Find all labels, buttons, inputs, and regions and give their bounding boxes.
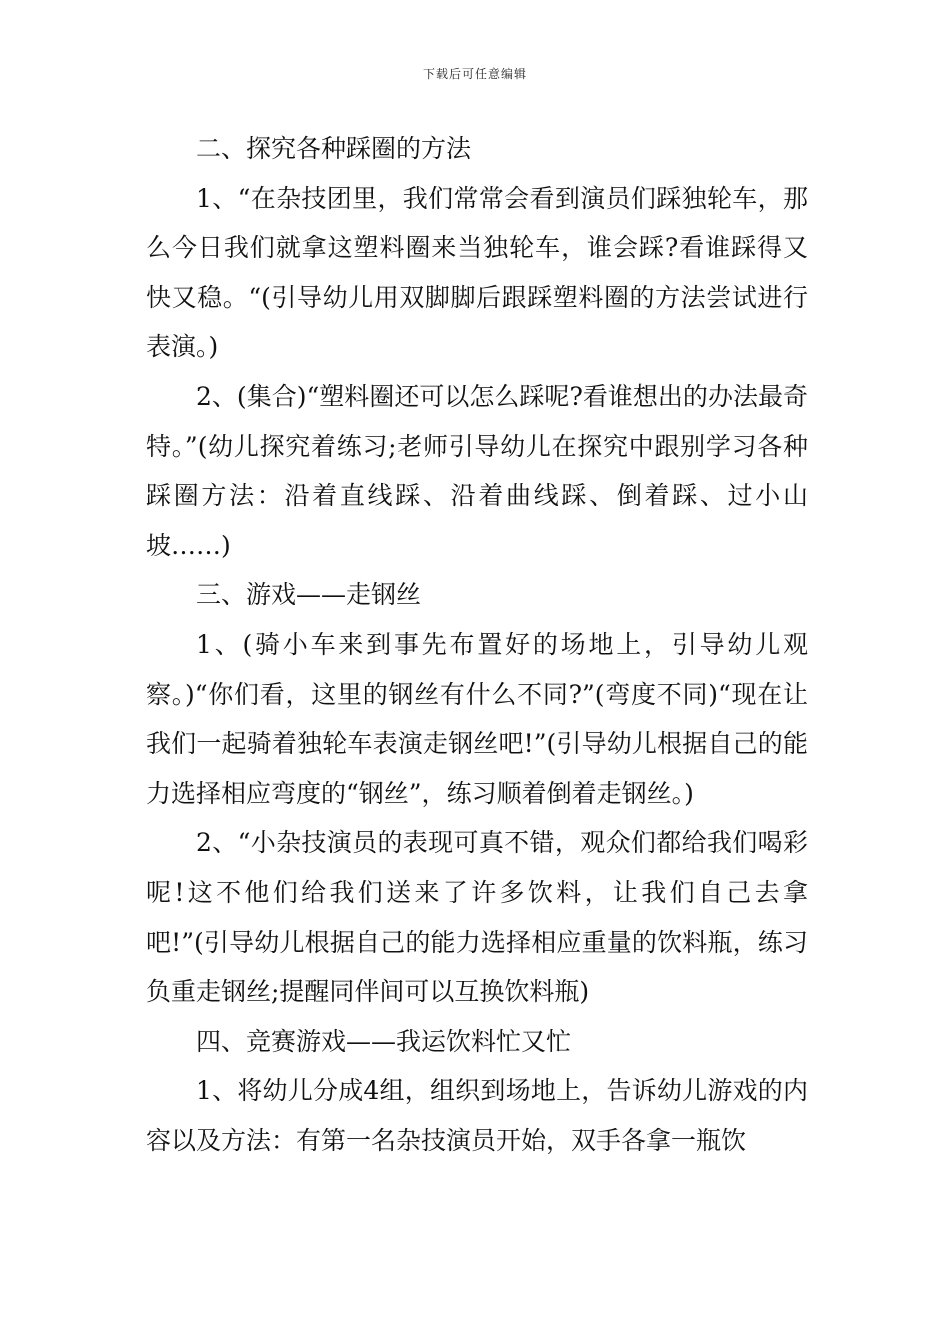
section-heading-competition: 四、竞赛游戏——我运饮料忙又忙 — [196, 1026, 572, 1056]
paragraph: 1、“在杂技团里，我们常常会看到演员们踩独轮车，那么今日我们就拿这塑料圈来当独轮车，谁会踩?看谁踩得又快又稳。“(引导幼儿用双脚脚后跟踩塑料圈的方法尝试进行表演。) — [146, 183, 808, 362]
paragraph: 1、将幼儿分成4组，组织到场地上，告诉幼儿游戏的内容以及方法：有第一名杂技演员开始，双手各拿一瓶饮 — [146, 1076, 808, 1155]
document-body — [146, 124, 808, 1165]
page-header: 下载后可任意编辑 — [422, 67, 527, 81]
section-heading-game: 三、游戏——走钢丝 — [196, 580, 422, 610]
paragraph: 2、(集合)“塑料圈还可以怎么踩呢?看谁想出的办法最奇特。”(幼儿探究着练习;老师引导幼儿在探究中跟别学习各种踩圈方法：沿着直线踩、沿着曲线踩、倒着踩、过小山坡……) — [146, 381, 808, 560]
paragraph: 1、(骑小车来到事先布置好的场地上，引导幼儿观察。)“你们看，这里的钢丝有什么不同?”(弯度不同)“现在让我们一起骑着独轮车表演走钢丝吧!”(引导幼儿根据自己的能力选择相应弯度的“钢丝”，练习顺着倒着走钢丝。) — [146, 629, 808, 808]
paragraph: 2、“小杂技演员的表现可真不错，观众们都给我们喝彩呢!这不他们给我们送来了许多饮料，让我们自己去拿吧!”(引导幼儿根据自己的能力选择相应重量的饮料瓶，练习负重走钢丝;提醒同伴间可以互换饮料瓶) — [146, 828, 808, 1007]
section-heading-explore: 二、探究各种踩圈的方法 — [196, 134, 472, 163]
